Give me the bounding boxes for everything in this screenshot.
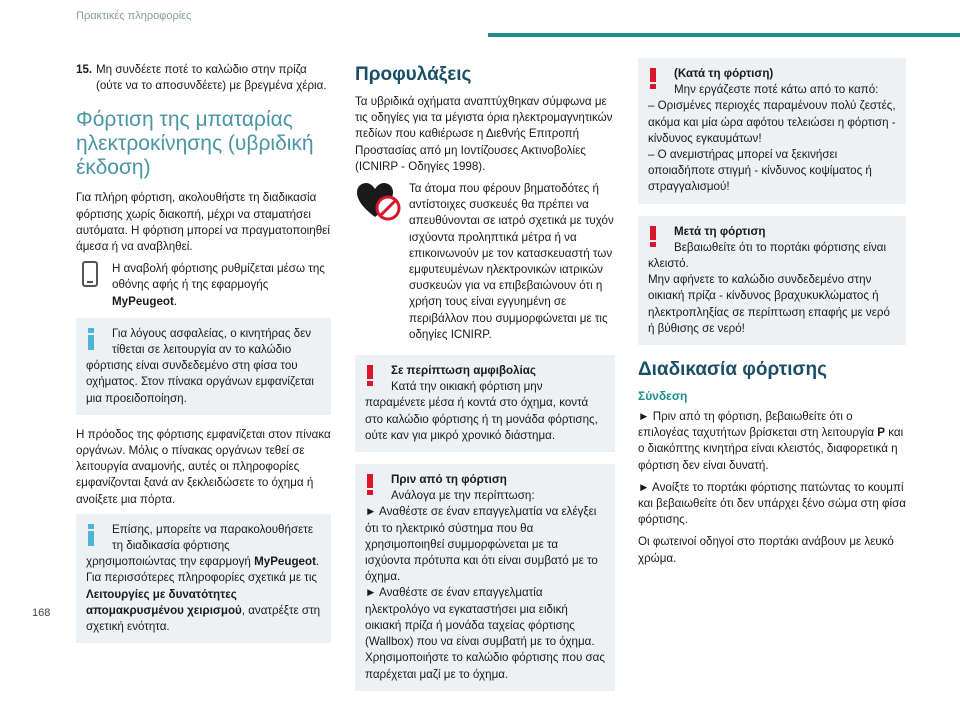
column-1 <box>76 62 331 655</box>
warning-line: Ανάλογα με την περίπτωση: <box>391 489 535 503</box>
warning-line: Μην εργάζεστε ποτέ κάτω από το καπό: <box>674 83 879 97</box>
warning-title: (Κατά τη φόρτιση) <box>674 67 774 80</box>
paragraph-open-flap: ► Ανοίξτε το πορτάκι φόρτισης πατώντας το κουμπί και βεβαιωθείτε ότι δεν υπάρχει ξένο σώμα στη φίσα φόρτισης. <box>638 480 906 527</box>
warning-box-doubt <box>355 355 615 452</box>
info-icon <box>88 524 94 546</box>
warning-title: Σε περίπτωση αμφιβολίας <box>391 364 536 378</box>
info-box-safety <box>76 318 331 415</box>
numbered-item-15 <box>76 62 331 94</box>
warning-icon <box>650 68 656 90</box>
warning-line: Χρησιμοποιήστε το καλώδιο φόρτισης που σας παρέχεται μαζί με το όχημα. <box>365 651 605 681</box>
paragraph-icnirp: Τα υβριδικά οχήματα αναπτύχθηκαν σύμφωνα με τις οδηγίες για τα μέγιστα όρια ηλεκτρομαγνητικών πεδίων που καθιέρωσε η Διεθνής Επιτροπή Προστασίας από μη Ιοντίζουσες Ακτινοβολίες (ICNIRP - Οδηγίες 1998). <box>355 95 613 173</box>
info-box-app <box>76 514 331 643</box>
paragraph-gear-selector: ► Πριν από τη φόρτιση, βεβαιωθείτε ότι ο επιλογέας ταχυτήτων βρίσκεται στη λειτουργία P και ο διακόπτης κινητήρα είναι κλειστός, διαφορετικά η φόρτιση δεν είναι δυνατή. <box>638 410 904 472</box>
pacemaker-warning-icon <box>355 181 401 221</box>
warning-line: Βεβαιωθείτε ότι το πορτάκι φόρτισης είναι κλειστό. <box>648 240 887 271</box>
app-name: MyPeugeot <box>112 294 174 308</box>
pacemaker-text: Τα άτομα που φέρουν βηματοδότες ή αντίστοιχες συσκευές θα πρέπει να απευθύνονται σε ιατρό σχετικά με τυχόν ισχύοντα προληπτικά μέτρα ή να επικοινωνούν με τον κατασκευαστή των εμφυτευμένων ηλεκτρονικών ιατρικών συσκευών για να επιβεβαιώνουν ότι η χρήση τους είναι εγγυημένη σε περιβάλλον που συμμορφώνεται με τις οδηγίες ICNIRP. <box>409 182 614 341</box>
item-number: 15. <box>76 63 93 76</box>
warning-line: – Ο ανεμιστήρας μπορεί να ξεκινήσει οποιαδήποτε στιγμή - κίνδυνος κοψίματος ή στραγγαλισμού! <box>648 148 872 194</box>
warning-box-after-charging <box>638 216 906 345</box>
warning-text: Κατά την οικιακή φόρτιση μην παραμένετε μέσα ή κοντά στο όχημα, κοντά στο καλώδιο φόρτισης ή τη μονάδα φόρτισης, ούτε καν για μικρό χρονικό διάστημα. <box>365 380 598 442</box>
pacemaker-note <box>355 181 615 343</box>
info-box-text: Επίσης, μπορείτε να παρακολουθήσετε τη διαδικασία φόρτισης χρησιμοποιώντας την εφαρμογή MyPeugeot. Για περισσότερες πληροφορίες σχετικά με τις Λειτουργίες με δυνατότητες απομακρυσμένου χειρισμού, ανατρέξτε στη σχετική ενότητα. <box>86 522 321 634</box>
paragraph-charging-progress: Η πρόοδος της φόρτισης εμφανίζεται στον πίνακα οργάνων. Μόλις ο πίνακας οργάνων τεθεί σε λειτουργία αναμονής, αυτές οι πληροφορίες εμφανίζονται ξανά αν ξεκλειδώσετε το όχημα ή ανοίξετε μια πόρτα. <box>76 427 331 506</box>
deferred-charging-note <box>76 261 331 310</box>
column-3 <box>638 58 906 573</box>
section-title-precautions: Προφυλάξεις <box>355 64 472 85</box>
warning-title: Μετά τη φόρτιση <box>674 224 766 238</box>
running-header: Πρακτικές πληροφορίες <box>76 10 192 22</box>
paragraph-light-guides: Οι φωτεινοί οδηγοί στο πορτάκι ανάβουν με λευκό χρώμα. <box>638 535 894 565</box>
subsection-title-connection: Σύνδεση <box>638 389 688 404</box>
item-text: Μη συνδέετε ποτέ το καλώδιο στην πρίζα (ούτε να το αποσυνδέετε) με βρεγμένα χέρια. <box>96 63 327 93</box>
header-accent-bar <box>488 33 960 37</box>
paragraph-full-charge: Για πλήρη φόρτιση, ακολουθήστε τη διαδικασία φόρτισης χωρίς διακοπή, μέχρι να σταματήσει αυτόματα. Η φόρτιση μπορεί να πραγματοποιηθεί άμεσα ή να αναβληθεί. <box>76 191 330 254</box>
warning-box-before-charging <box>355 464 615 691</box>
info-icon <box>88 328 94 350</box>
column-2 <box>355 62 615 703</box>
smartphone-icon <box>82 261 98 287</box>
page-number: 168 <box>32 607 51 619</box>
warning-title: Πριν από τη φόρτιση <box>391 473 507 487</box>
deferred-charging-text: Η αναβολή φόρτισης ρυθμίζεται μέσω της οθόνης αφής ή της εφαρμογής MyPeugeot. <box>112 262 325 308</box>
warning-icon <box>367 474 373 496</box>
warning-line: Μην αφήνετε το καλώδιο συνδεδεμένο στην οικιακή πρίζα - κίνδυνος βραχυκυκλώματος ή ηλεκτροπληξίας σε περίπτωση επαφής με νερό ή βύθισης σε νερό! <box>648 273 890 335</box>
section-title-battery-charging: Φόρτιση της μπαταρίας ηλεκτροκίνησης (υβριδική έκδοση) <box>76 108 314 180</box>
info-box-text: Για λόγους ασφαλείας, ο κινητήρας δεν τίθεται σε λειτουργία αν το καλώδιο φόρτισης είναι συνδεδεμένο στη φίσα του οχήματος. Στον πίνακα οργάνων εμφανίζεται μια προειδοποίηση. <box>86 326 314 405</box>
warning-line: ► Αναθέστε σε έναν επαγγελματία να ελέγξει ότι το ηλεκτρικό σύστημα που θα χρησιμοποιηθεί συμμορφώνεται με τα ισχύοντα πρότυπα και ότι είναι συμβατό με το όχημα. <box>365 505 598 584</box>
warning-line: ► Αναθέστε σε έναν επαγγελματία ηλεκτρολόγο να εγκαταστήσει μια ειδική οικιακή πρίζα ή μονάδα ταχείας φόρτισης (Wallbox) που να είναι συμβατή με το όχημα. <box>365 586 595 649</box>
warning-box-during-charging <box>638 58 906 204</box>
section-title-charging-procedure: Διαδικασία φόρτισης <box>638 359 827 381</box>
warning-icon <box>650 226 656 248</box>
warning-icon <box>367 365 373 387</box>
warning-line: – Ορισμένες περιοχές παραμένουν πολύ ζεστές, ακόμα και μία ώρα αφότου τελειώσει η φόρτιση - κίνδυνος εγκαυμάτων! <box>648 99 896 145</box>
